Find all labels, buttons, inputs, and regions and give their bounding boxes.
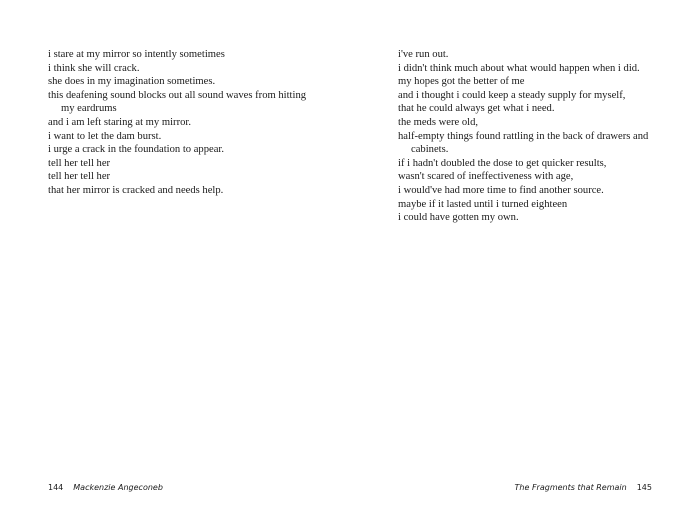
poem-line: that he could always get what i need. [398, 103, 555, 115]
poem-line: tell her tell her [48, 157, 111, 169]
poem-line: i could have gotten my own. [398, 212, 519, 224]
left-poem [48, 48, 338, 198]
poem-line: i want to let the dam burst. [48, 130, 162, 142]
poem-line: i didn't think much about what would happen when i did. [398, 62, 640, 74]
book-title: The Fragments that Remain [514, 483, 627, 492]
poem-line-continuation: my eardrums [61, 103, 117, 115]
poem-line: maybe if it lasted until i turned eighteen [398, 198, 568, 210]
poem-line: this deafening sound blocks out all sound waves from hitting my eardrums [48, 89, 338, 116]
right-page [350, 0, 700, 521]
page-number: 144 [48, 483, 64, 492]
poem-line: i stare at my mirror so intently sometimes [48, 49, 225, 60]
page-number: 145 [636, 483, 652, 492]
right-poem [398, 48, 688, 225]
poem-line: my hopes got the better of me [398, 76, 525, 88]
poem-line: that her mirror is cracked and needs help. [48, 184, 224, 196]
poem-line: and i am left staring at my mirror. [48, 116, 191, 128]
author-name: Mackenzie Angeconeb [73, 483, 163, 492]
poem-line: the meds were old, [398, 116, 479, 128]
right-footer [515, 483, 652, 493]
poem-line: she does in my imagination sometimes. [48, 76, 216, 88]
poem-line: half-empty things found rattling in the back of drawers and cabinets. [398, 130, 688, 157]
poem-line: wasn't scared of ineffectiveness with age, [398, 171, 574, 183]
poem-line: i urge a crack in the foundation to appear. [48, 144, 225, 156]
poem-line: i would've had more time to find another source. [398, 184, 604, 196]
poem-line-continuation: cabinets. [411, 144, 449, 156]
poem-line: if i hadn't doubled the dose to get quicker results, [398, 157, 607, 169]
poem-line: i've run out. [398, 49, 449, 60]
poem-line: and i thought i could keep a steady supply for myself, [398, 89, 626, 101]
poem-line: tell her tell her [48, 171, 111, 183]
poem-line: i think she will crack. [48, 62, 140, 74]
left-footer [48, 483, 163, 493]
